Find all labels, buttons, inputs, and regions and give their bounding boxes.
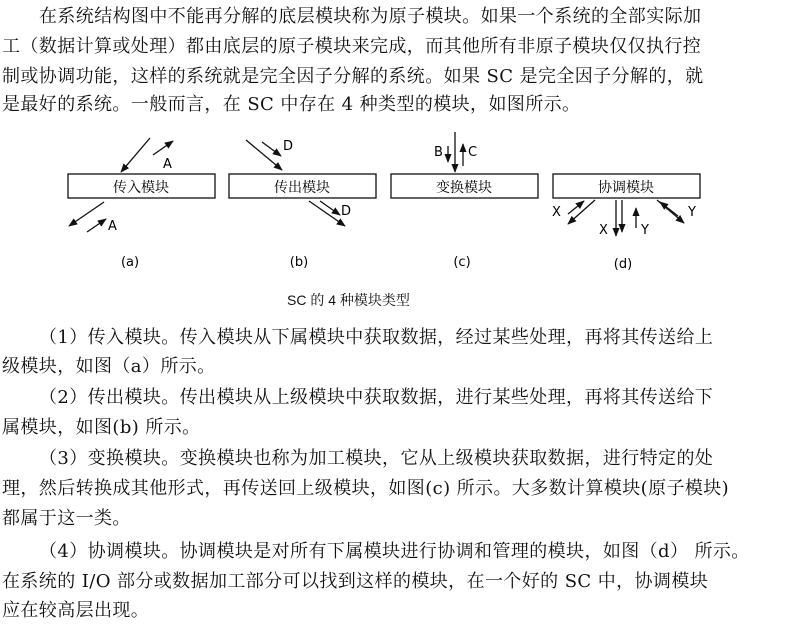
item-1-line-2: 级模块，如图（a）所示。 [2,356,216,377]
item-2-line-1: （2）传出模块。传出模块从上级模块中获取数据，进行某些处理，再将其传送给下 [39,387,714,408]
arrow-label-a-bottom: A [108,219,117,234]
arrow-label-d-right: Y [688,205,696,220]
sub-label-a: (a) [120,255,140,270]
item-3-line-3: 都属于这一类。 [2,508,131,529]
figure-caption: SC 的 4 种模块类型 [287,292,410,308]
arrow-label-b-bottom: D [341,204,352,219]
module-label-a: 传入模块 [113,180,169,196]
arrow-top-in-b [246,140,282,170]
item-3-line-2: 理，然后转换成其他形式，再传送回上级模块，如图(c) 所示。大多数计算模块(原子模块) [2,478,730,499]
arrow-data-a-top [153,141,173,155]
arrow-up-out-a [121,138,150,172]
sub-label-b: (b) [289,255,309,270]
module-d [552,174,700,272]
arrow-bottom-in-a [69,202,104,226]
arrow-label-c-up: C [468,145,478,160]
arrow-data-a-bottom [87,219,106,232]
arrow-label-d-left: X [552,205,561,220]
arrow-data-b-top [262,142,281,156]
arrow-data-d-y-right [660,202,678,216]
intro-line-4: 是最好的系统。一般而言，在 SC 中存在 4 种类型的模块，如图所示。 [2,94,581,115]
module-b [229,139,376,270]
arrow-label-d-mid-up: Y [641,223,649,238]
arrow-label-d-mid-down: X [599,223,608,238]
item-3-line-1: （3）变换模块。变换模块也称为加工模块，它从上级模块获取数据，进行特定的处 [39,448,714,469]
item-2-line-2: 属模块，如图(b) 所示。 [2,417,201,438]
arrow-label-a-top: A [163,157,172,172]
module-c [391,132,538,270]
item-1-line-1: （1）传入模块。传入模块从下属模块中获取数据，经过某些处理，再将其传送给上 [39,327,714,348]
arrow-label-c-down: B [434,145,443,160]
arrow-label-b-top: D [283,139,294,154]
arrow-bottom-out-b [309,201,345,226]
module-types-figure [0,128,803,308]
intro-line-1: 在系统结构图中不能再分解的底层模块称为原子模块。如果一个系统的全部实际加 [39,6,702,27]
module-label-d: 协调模块 [598,180,654,196]
sub-label-d: (d) [613,257,633,272]
module-label-c: 变换模块 [436,180,492,196]
item-4-line-3: 应在较高层出现。 [2,600,150,621]
item-4-line-1: （4）协调模块。协调模块是对所有下属模块进行协调和管理的模块，如图（d） 所示。 [39,541,750,562]
module-a [68,138,215,270]
intro-line-2: 工（数据计算或处理）都由底层的原子模块来完成，而其他所有非原子模块仅仅执行控 [2,36,702,57]
sub-label-c: (c) [453,255,471,270]
item-4-line-2: 在系统的 I/O 部分或数据加工部分可以找到这样的模块，在一个好的 SC 中，协调模块 [2,571,709,592]
arrow-data-b-bottom [320,201,340,215]
module-label-b: 传出模块 [274,180,330,196]
intro-line-3: 制或协调功能，这样的系统就是完全因子分解的系统。如果 SC 是完全因子分解的，就 [2,66,704,87]
